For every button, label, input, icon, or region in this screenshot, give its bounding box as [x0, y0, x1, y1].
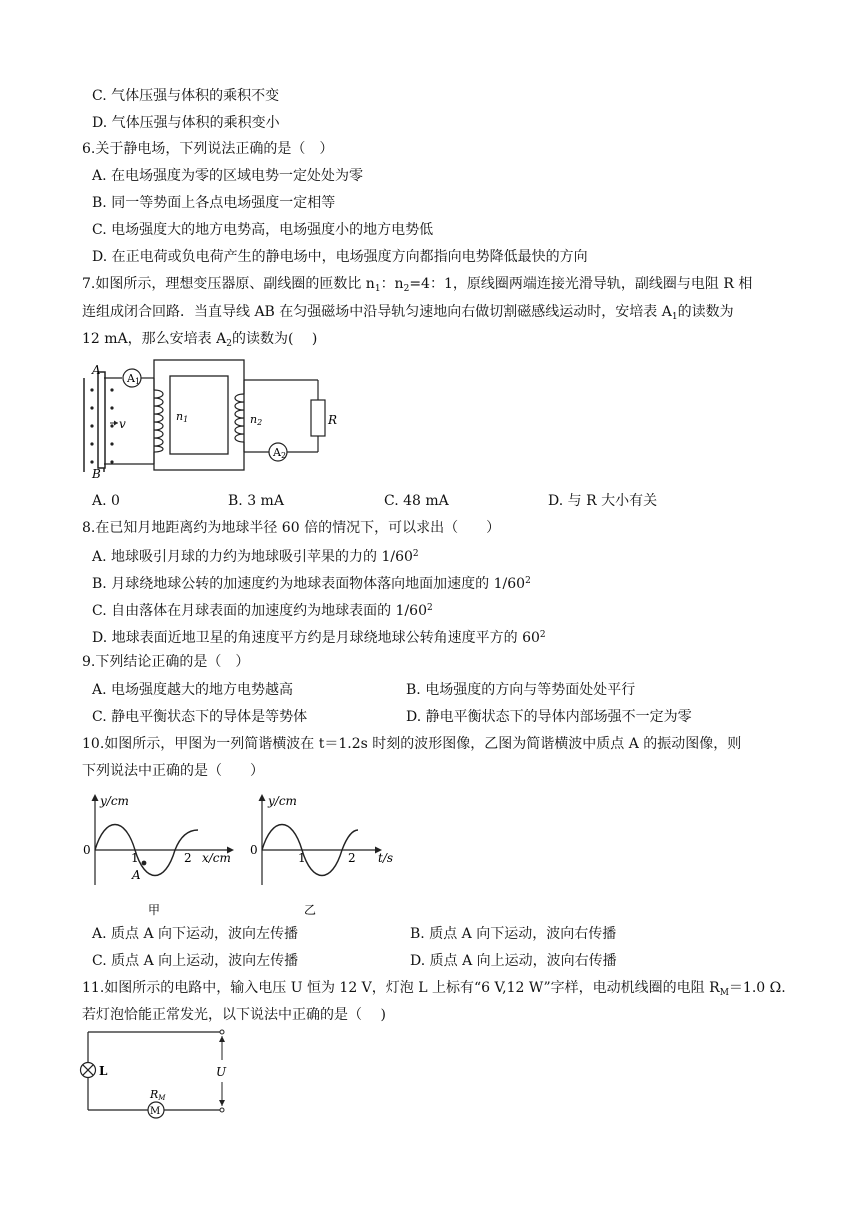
q10-option-d: D. 质点 A 向上运动，波向右传播: [410, 953, 617, 969]
q6-option-c: C. 电场强度大的地方电势高，电场强度小的地方电势低: [92, 222, 434, 238]
q10-stem-line1: 10.如图所示，甲图为一列简谐横波在 t＝1.2s 时刻的波形图像，乙图为简谐横波中质点 A 的振动图像，则: [82, 736, 742, 752]
resistor-r-icon: [311, 400, 325, 436]
q11-circuit-figure: [78, 1030, 238, 1120]
q8-option-d: D. 地球表面近地卫星的角速度平方约是月球绕地球公转角速度平方的 $60^2$: [92, 630, 546, 646]
q8-option-a: A. 地球吸引月球的力约为地球吸引苹果的力的 $1/60^2$: [92, 549, 419, 565]
q7-option-b: B. 3 mA: [228, 493, 284, 509]
svg-text:A: A: [132, 868, 141, 882]
q10-wave-graph: [80, 790, 250, 920]
svg-text:y/cm: y/cm: [268, 794, 297, 808]
svg-text:乙: 乙: [304, 903, 317, 917]
q8-option-c: C. 自由落体在月球表面的加速度约为地球表面的 $1/60^2$: [92, 603, 433, 619]
velocity-label: v: [119, 417, 126, 431]
q8-stem: 8.在已知月地距离约为地球半径 60 倍的情况下，可以求出（ ）: [82, 520, 501, 536]
q10-stem-line2: 下列说法中正确的是（ ）: [82, 763, 264, 779]
label-b: B: [92, 467, 101, 481]
svg-text:1: 1: [298, 851, 306, 865]
q9-option-a: A. 电场强度越大的地方电势越高: [92, 682, 294, 698]
svg-text:2: 2: [184, 851, 192, 865]
q7-stem-line2: 连组成闭合回路．当直导线 AB 在匀强磁场中沿导轨匀速地向右做切割磁感线运动时，安培表 $A_1$的读数为: [82, 304, 734, 322]
q7-stem-line3: 12 mA，那么安培表 $A_2$的读数为( ): [82, 331, 318, 349]
q6-stem: 6.关于静电场，下列说法正确的是（ ）: [82, 141, 334, 157]
svg-text:t/s: t/s: [378, 851, 394, 865]
label-a: A: [92, 363, 101, 377]
q11-stem-line2: 若灯泡恰能正常发光，以下说法中正确的是（ ): [82, 1007, 386, 1023]
svg-text:RM: RM: [150, 1088, 166, 1102]
q10-option-c: C. 质点 A 向上运动，波向左传播: [92, 953, 299, 969]
q9-option-d: D. 静电平衡状态下的导体内部场强不一定为零: [406, 709, 692, 725]
q9-option-b: B. 电场强度的方向与等势面处处平行: [406, 682, 636, 698]
svg-text:R: R: [328, 413, 338, 427]
q5-option-c: C. 气体压强与体积的乘积不变: [92, 88, 280, 104]
svg-text:0: 0: [250, 843, 258, 857]
q8-option-b: B. 月球绕地球公转的加速度约为地球表面物体落向地面加速度的 $1/60^2$: [92, 576, 531, 592]
q9-stem: 9.下列结论正确的是（ ）: [82, 654, 250, 670]
svg-text:M: M: [150, 1106, 161, 1117]
q10-vibration-graph: [248, 790, 418, 920]
q6-option-d: D. 在正电荷或负电荷产生的静电场中，电场强度方向都指向电势降低最快的方向: [92, 249, 588, 265]
q7-option-a: A. 0: [92, 493, 120, 509]
q6-option-a: A. 在电场强度为零的区域电势一定处处为零: [92, 168, 364, 184]
svg-text:L: L: [99, 1064, 108, 1078]
q10-option-b: B. 质点 A 向下运动，波向右传播: [410, 926, 617, 942]
q10-option-a: A. 质点 A 向下运动，波向左传播: [92, 926, 299, 942]
q7-option-c: C. 48 mA: [384, 493, 449, 509]
svg-text:n1: n1: [176, 410, 189, 424]
q5-option-d: D. 气体压强与体积的乘积变小: [92, 115, 280, 131]
svg-text:U: U: [216, 1065, 227, 1079]
q7-transformer-figure: [82, 360, 342, 480]
svg-text:x/cm: x/cm: [202, 851, 231, 865]
q9-option-c: C. 静电平衡状态下的导体是等势体: [92, 709, 308, 725]
svg-text:甲: 甲: [148, 903, 161, 917]
svg-text:y/cm: y/cm: [100, 794, 129, 808]
svg-text:1: 1: [131, 851, 139, 865]
q7-stem-line1: 7.如图所示，理想变压器原、副线圈的匝数比 $n_1$：$n_2=4$：1，原线圈两端连接光滑导轨，副线圈与电阻 R 相: [82, 276, 753, 294]
q7-option-d: D. 与 R 大小有关: [548, 493, 658, 509]
q11-stem-line1: 11.如图所示的电路中，输入电压 U 恒为 12 V，灯泡 L 上标有“6 V,12 W”字样，电动机线圈的电阻 $R_M=1.0$ Ω.: [82, 980, 786, 998]
svg-text:0: 0: [83, 843, 91, 857]
q6-option-b: B. 同一等势面上各点电场强度一定相等: [92, 195, 336, 211]
svg-text:A2: A2: [273, 446, 287, 460]
svg-text:n2: n2: [250, 413, 263, 427]
svg-text:2: 2: [348, 851, 356, 865]
svg-text:A1: A1: [127, 372, 141, 386]
